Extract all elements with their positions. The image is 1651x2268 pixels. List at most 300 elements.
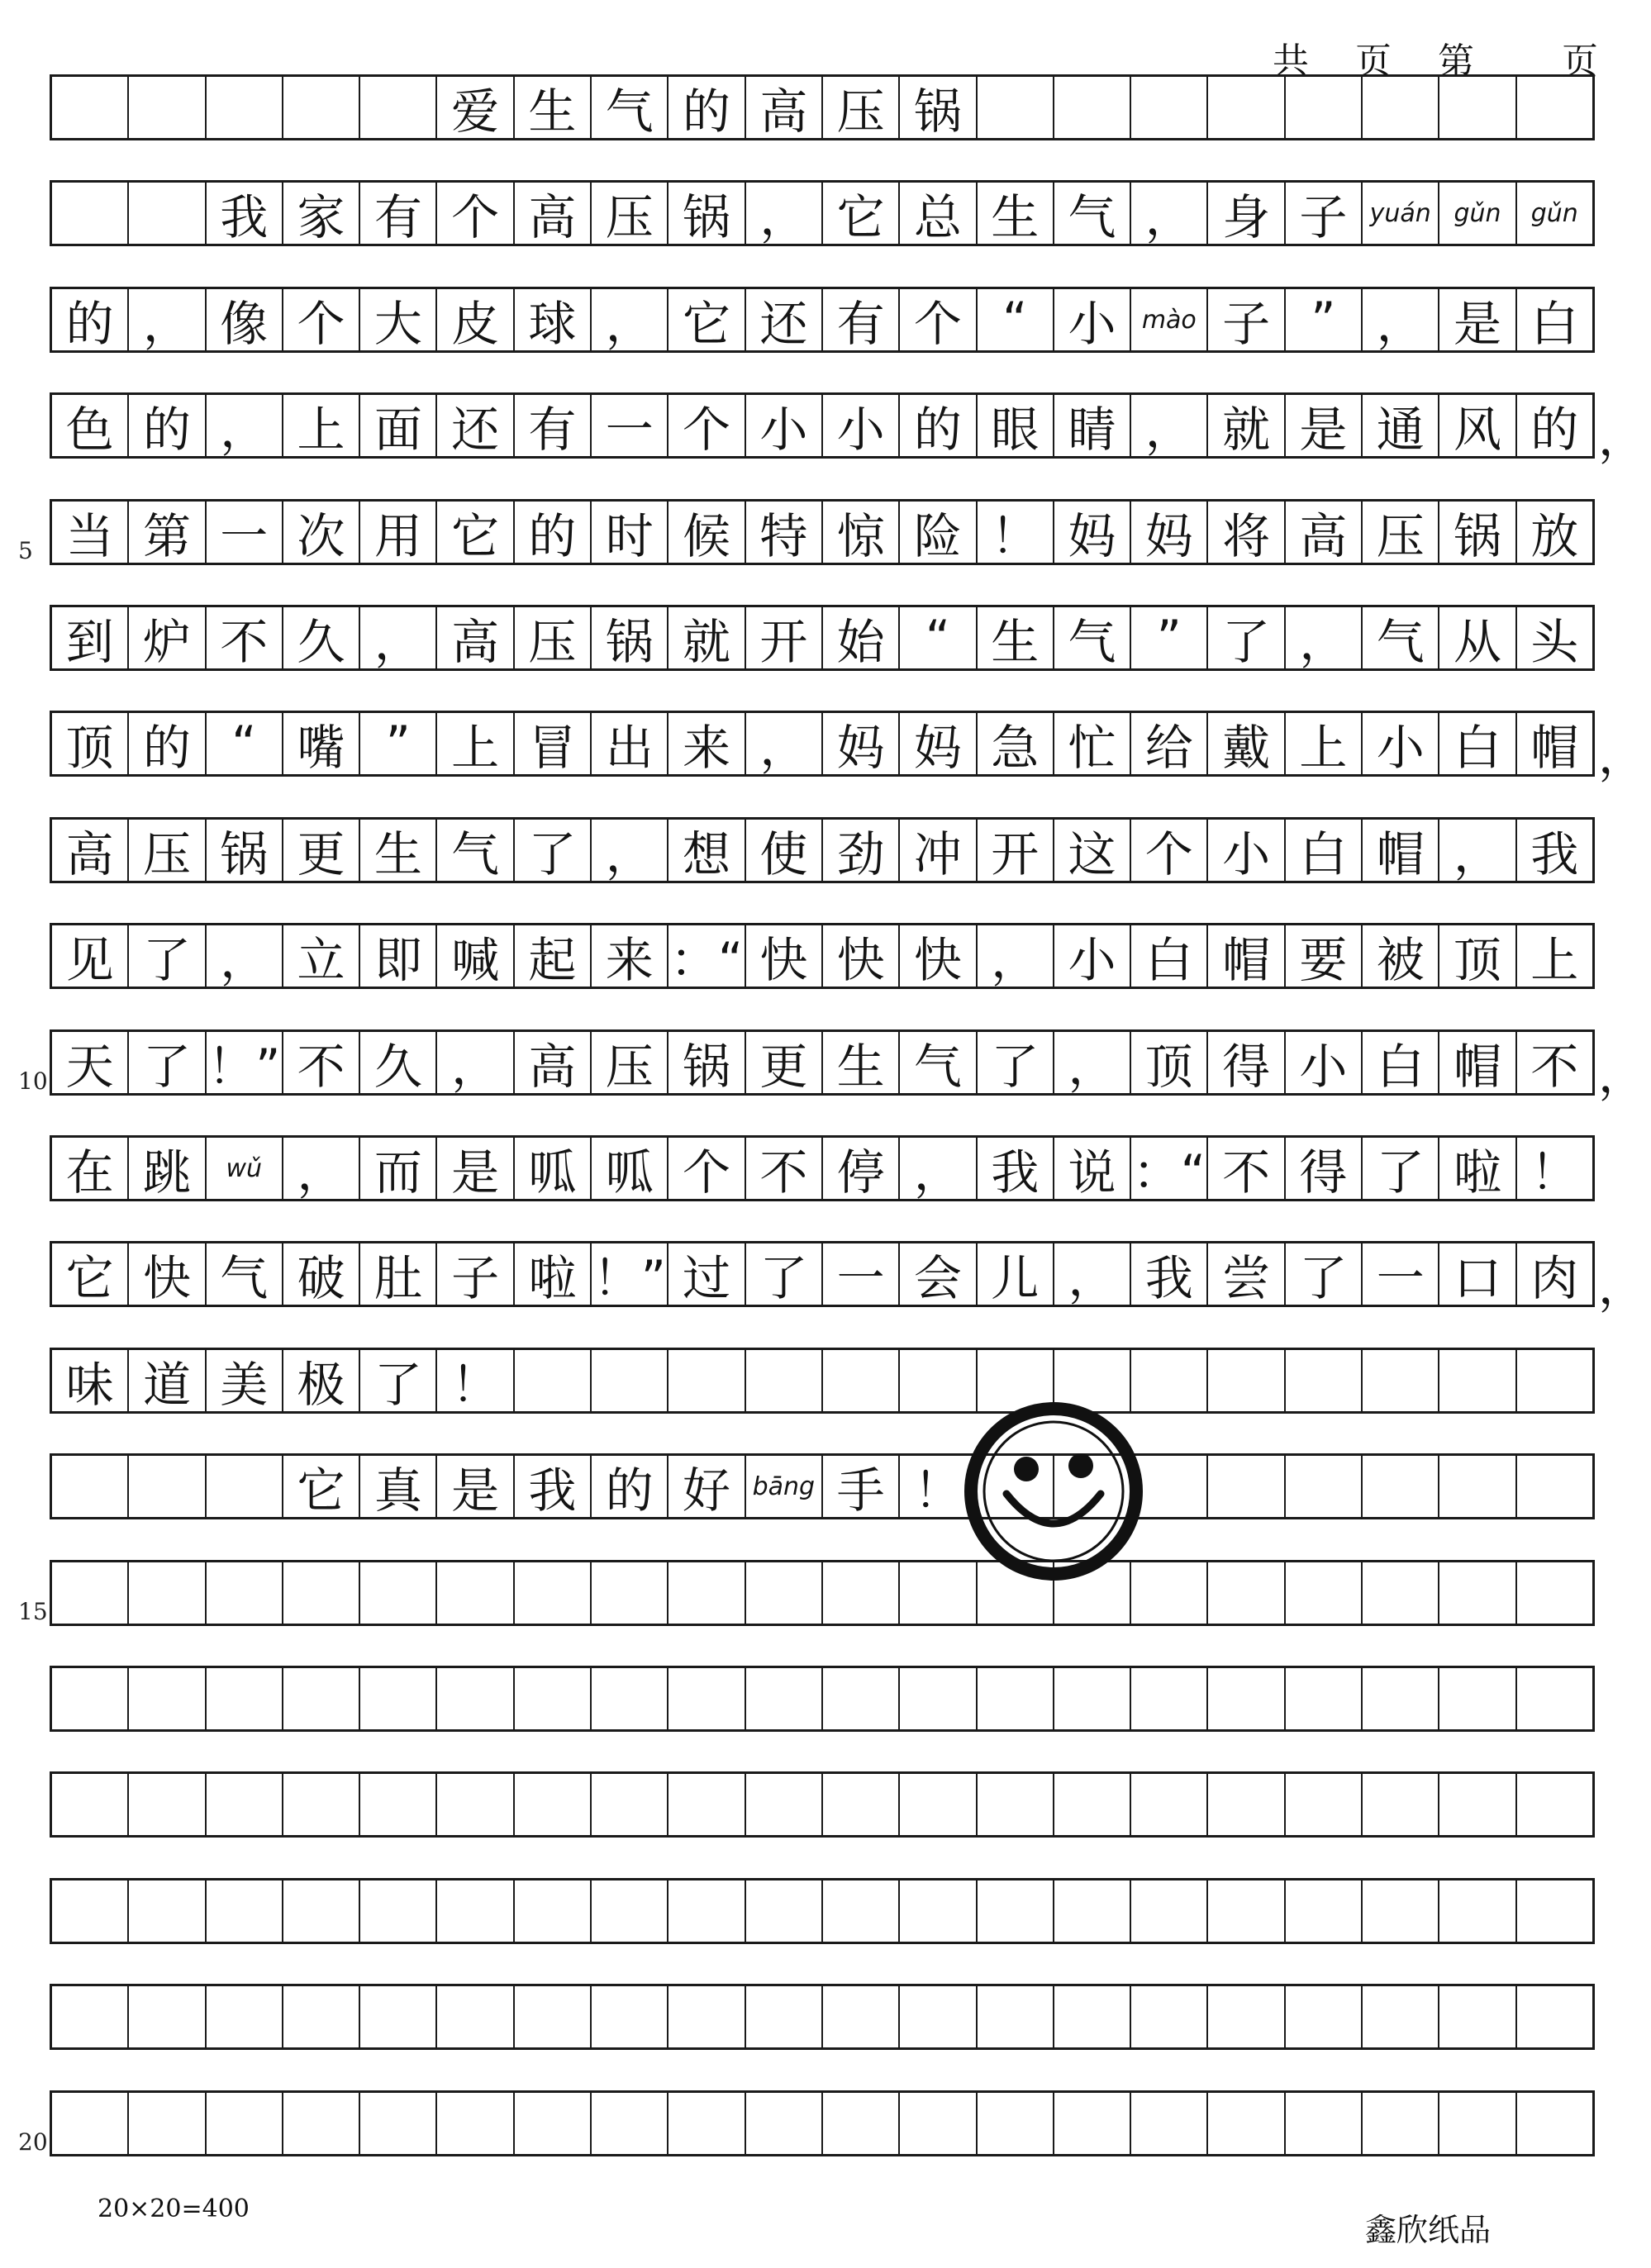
grid-cell: 锅 [207,820,283,881]
grid-cell: 即 [360,925,437,987]
grid-cell [592,1668,668,1729]
grid-cell [1286,1456,1363,1517]
grid-cell [1517,1880,1592,1942]
grid-cell: 一 [1363,1243,1439,1305]
grid-cell: 不 [1530,1039,1579,1093]
grid-cell: ， [1054,1243,1131,1305]
grid-cell [437,2093,514,2154]
grid-cell [823,1774,900,1835]
grid-row [50,923,1595,989]
grid-cell [1131,1668,1208,1729]
grid-cell [823,1350,900,1411]
grid-cell [1517,1986,1592,2047]
grid-cell [129,1562,206,1624]
grid-row [50,74,1595,140]
grid-cell [592,1350,668,1411]
grid-cell: 味 [52,1350,129,1411]
grid-cell [978,77,1054,138]
grid-cell: 要 [1286,925,1363,987]
grid-cell: 险 [900,502,977,563]
grid-cell [207,1774,283,1835]
grid-row [50,499,1595,565]
grid-row [50,1771,1595,1838]
grid-cell: 的 [52,289,129,350]
grid-cell: 口 [1439,1243,1516,1305]
grid-cell: 来 [668,713,745,774]
grid-cell: 小 [1208,820,1285,881]
grid-cell [1517,1774,1592,1835]
grid-cell: 白 [1131,925,1208,987]
grid-cell: bāng [746,1456,823,1517]
grid-cell: 惊 [823,502,900,563]
grid-cell [52,1774,129,1835]
grid-cell [1208,1774,1285,1835]
grid-cell: 锅 [900,77,977,138]
grid-cell: 锅 [592,607,668,668]
grid-cell: 的 [668,77,745,138]
grid-cell: 停 [823,1138,900,1199]
grid-cell: 了 [1363,1138,1439,1199]
smiley-stamp-icon [959,1396,1149,1586]
grid-cell: 到 [52,607,129,668]
grid-cell [978,2093,1054,2154]
grid-cell: 气 [207,1243,283,1305]
grid-cell: 嘴 [283,713,360,774]
grid-cell: 上 [1286,713,1363,774]
grid-cell [1286,1668,1363,1729]
grid-cell: 在 [52,1138,129,1199]
grid-cell: 气 [1363,607,1439,668]
grid-cell: 的 [129,713,206,774]
grid-cell [1131,77,1208,138]
grid-cell [746,1350,823,1411]
grid-cell: “ [978,289,1054,350]
grid-cell: 劲 [823,820,900,881]
grid-cell: ， [283,1138,360,1199]
grid-cell: 是 [437,1138,514,1199]
grid-cell: 气 [437,820,514,881]
grid-cell: 就 [668,607,745,668]
grid-cell: 出 [592,713,668,774]
grid-cell [437,1880,514,1942]
grid-cell: wǔ [207,1138,283,1199]
grid-cell [360,77,437,138]
grid-cell: 睛 [1054,395,1131,456]
grid-cell: 尝 [1208,1243,1285,1305]
grid-cell: 个 [437,183,514,244]
grid-cell [746,1562,823,1624]
grid-row [50,817,1595,883]
grid-cell: ， [360,607,437,668]
grid-cell [900,1880,977,1942]
grid-cell [283,1880,360,1942]
grid-cell: 就 [1208,395,1285,456]
grid-cell: gǔn [1530,198,1578,228]
grid-cell [1208,1350,1285,1411]
grid-cell [129,1986,206,2047]
grid-cell [1363,1456,1439,1517]
grid-cell: ， [900,1138,977,1199]
grid-cell: 不 [746,1138,823,1199]
grid-cell: 了 [1286,1243,1363,1305]
grid-cell [283,77,360,138]
grid-cell [515,1668,592,1729]
grid-cell: 的 [515,502,592,563]
grid-cell [129,1880,206,1942]
grid-row [50,605,1595,671]
grid-cell: 压 [823,77,900,138]
grid-cell [283,2093,360,2154]
grid-cell: 急 [978,713,1054,774]
grid-cell [746,1880,823,1942]
grid-cell: 色 [52,395,129,456]
grid-cell [1363,1774,1439,1835]
grid-cell [746,1774,823,1835]
grid-cell [207,77,283,138]
grid-cell [746,1986,823,2047]
grid-cell: 戴 [1208,713,1285,774]
line-number: 15 [18,1598,48,1625]
grid-cell: ！ [437,1350,514,1411]
grid-cell [668,1350,745,1411]
grid-cell [1286,1986,1363,2047]
grid-cell [207,1456,283,1517]
grid-cell: 一 [207,502,283,563]
grid-cell: 天 [52,1032,129,1093]
grid-cell: 顶 [1439,925,1516,987]
grid-cell [283,1774,360,1835]
grid-cell: 高 [515,183,592,244]
grid-cell: 压 [129,820,206,881]
grid-cell: 久 [360,1032,437,1093]
margin-punctuation: ， [1597,1047,1646,1103]
grid-cell: ， [129,289,206,350]
grid-cell: 不 [283,1032,360,1093]
line-number: 20 [18,2128,48,2156]
grid-cell: 说 [1054,1138,1131,1199]
grid-cell [52,1456,129,1517]
grid-cell: 快 [823,925,900,987]
grid-cell: 生 [515,77,592,138]
grid-cell: 我 [1131,1243,1208,1305]
line-number: 10 [18,1067,48,1095]
grid-cell [1054,2093,1131,2154]
grid-cell [207,1986,283,2047]
grid-cell [515,2093,592,2154]
grid-cell: 它 [52,1243,129,1305]
grid-cell: 小 [823,395,900,456]
grid-cell: ， [437,1032,514,1093]
grid-cell: 压 [515,607,592,668]
grid-cell: 破 [283,1243,360,1305]
grid-cell: ！” [592,1243,668,1305]
grid-cell [1517,2093,1592,2154]
grid-cell: 立 [283,925,360,987]
grid-cell [1208,2093,1285,2154]
grid-cell: 的 [900,395,977,456]
grid-cell: “ [207,713,283,774]
grid-cell [52,183,129,244]
grid-cell [823,1668,900,1729]
grid-cell: 美 [207,1350,283,1411]
grid-cell: ， [207,925,283,987]
grid-cell [207,1880,283,1942]
grid-cell: 球 [515,289,592,350]
grid-cell: ” [1286,289,1363,350]
grid-cell: 快 [900,925,977,987]
grid-cell: 喊 [437,925,514,987]
grid-cell: 有 [515,395,592,456]
grid-cell [1517,1456,1592,1517]
grid-cell: 气 [592,77,668,138]
grid-cell: 我 [978,1138,1054,1199]
grid-cell [592,1562,668,1624]
grid-cell [1054,77,1131,138]
grid-cell [129,183,206,244]
grid-cell: 白 [1363,1032,1439,1093]
grid-cell [283,1986,360,2047]
grid-cell: 头 [1530,614,1579,668]
grid-cell: 得 [1286,1138,1363,1199]
grid-cell: 小 [746,395,823,456]
grid-cell: 的 [1530,402,1579,456]
grid-cell [1439,1986,1516,2047]
grid-cell [900,2093,977,2154]
grid-row [50,711,1595,777]
grid-cell: 快 [129,1243,206,1305]
margin-punctuation: ， [1597,728,1646,784]
grid-cell: 大 [360,289,437,350]
grid-cell: ！” [207,1032,283,1093]
grid-row [50,2090,1595,2156]
grid-row [50,1029,1595,1096]
grid-cell [1208,1562,1285,1624]
grid-cell: 儿 [978,1243,1054,1305]
grid-cell [129,77,206,138]
grid-cell: 有 [360,183,437,244]
grid-cell: 气 [1054,183,1131,244]
grid-row [50,1453,1595,1519]
grid-cell [360,1668,437,1729]
grid-cell [823,1986,900,2047]
grid-cell: 个 [1131,820,1208,881]
grid-cell: 被 [1363,925,1439,987]
line-number: 5 [18,537,33,564]
grid-cell [1439,1456,1516,1517]
grid-cell: 过 [668,1243,745,1305]
grid-cell: ” [360,713,437,774]
grid-cell: 妈 [900,713,977,774]
grid-cell: ， [746,183,823,244]
grid-cell: 眼 [978,395,1054,456]
grid-cell: 真 [360,1456,437,1517]
grid-cell: 的 [592,1456,668,1517]
grid-cell: 手 [823,1456,900,1517]
grid-cell: gǔn [1439,183,1516,244]
grid-cell: 起 [515,925,592,987]
grid-row [50,1241,1595,1307]
grid-cell: 我 [515,1456,592,1517]
grid-cell: ：“ [1131,1138,1208,1199]
grid-cell: 气 [1054,607,1131,668]
grid-cell [746,1668,823,1729]
grid-cell: 它 [668,289,745,350]
grid-cell: 个 [283,289,360,350]
grid-cell: 忙 [1054,713,1131,774]
grid-cell: 啦 [515,1243,592,1305]
grid-cell: 想 [668,820,745,881]
grid-cell [1286,1562,1363,1624]
grid-cell: 使 [746,820,823,881]
grid-cell: ， [592,289,668,350]
grid-cell [978,1986,1054,2047]
grid-cell: 气 [900,1032,977,1093]
grid-cell: 高 [437,607,514,668]
grid-cell [515,1880,592,1942]
grid-cell [592,1986,668,2047]
grid-cell [1439,77,1516,138]
grid-cell: 顶 [1131,1032,1208,1093]
grid-cell: 啦 [1439,1138,1516,1199]
grid-cell: 个 [668,1138,745,1199]
grid-cell: 帽 [1439,1032,1516,1093]
grid-cell [592,1880,668,1942]
grid-cell [1363,1668,1439,1729]
grid-cell [1517,1668,1592,1729]
grid-cell: 不 [207,607,283,668]
grid-cell [52,77,129,138]
header-page-label: 页 [1355,40,1392,83]
grid-cell [515,1986,592,2047]
grid-cell: 极 [283,1350,360,1411]
grid-cell [1363,1350,1439,1411]
grid-size-label: 20×20=400 [98,2194,250,2223]
grid-cell: 用 [360,502,437,563]
grid-cell: 会 [900,1243,977,1305]
grid-cell [900,1668,977,1729]
grid-row [50,392,1595,459]
grid-cell: 白 [1530,296,1579,350]
grid-cell: ！ [978,502,1054,563]
grid-cell [823,1880,900,1942]
grid-cell: 压 [592,183,668,244]
grid-cell [283,1668,360,1729]
grid-cell: 我 [207,183,283,244]
grid-cell: 是 [437,1456,514,1517]
grid-cell [52,1668,129,1729]
grid-cell: 子 [1208,289,1285,350]
grid-cell [900,1986,977,2047]
header-page-label-2: 页 [1562,40,1598,83]
grid-cell: 而 [360,1138,437,1199]
grid-cell [1439,1668,1516,1729]
grid-cell [978,1774,1054,1835]
grid-cell [823,1562,900,1624]
grid-cell [823,2093,900,2154]
grid-cell: ” [1131,607,1208,668]
grid-cell [1054,1880,1131,1942]
grid-cell: 压 [592,1032,668,1093]
grid-cell [52,2093,129,2154]
grid-cell: 个 [900,289,977,350]
grid-cell: 一 [592,395,668,456]
grid-cell [668,1668,745,1729]
grid-cell [746,2093,823,2154]
grid-cell [1363,1880,1439,1942]
grid-row [50,1135,1595,1201]
grid-cell: 小 [1054,925,1131,987]
grid-cell [360,2093,437,2154]
grid-cell: 了 [1208,607,1285,668]
grid-cell: 了 [360,1350,437,1411]
grid-cell: 生 [978,607,1054,668]
margin-punctuation: ， [1597,410,1646,466]
grid-cell: 呱 [592,1138,668,1199]
grid-cell: 将 [1208,502,1285,563]
grid-cell: 是 [1439,289,1516,350]
grid-cell [1286,77,1363,138]
grid-cell: 更 [283,820,360,881]
grid-cell [1131,1774,1208,1835]
grid-cell: 个 [668,395,745,456]
grid-cell [1363,77,1439,138]
grid-cell: 生 [823,1032,900,1093]
grid-cell: 锅 [1439,502,1516,563]
grid-cell: ， [1054,1032,1131,1093]
grid-cell: ， [1439,820,1516,881]
grid-cell [1439,1880,1516,1942]
grid-cell [1363,2093,1439,2154]
grid-cell: 了 [515,820,592,881]
grid-cell: 肚 [360,1243,437,1305]
grid-cell: ， [592,820,668,881]
grid-cell: 给 [1131,713,1208,774]
grid-cell: 快 [746,925,823,987]
grid-cell [1439,1350,1516,1411]
grid-cell [592,2093,668,2154]
grid-cell: 爱 [437,77,514,138]
grid-cell: 还 [746,289,823,350]
grid-cell: ， [978,925,1054,987]
grid-cell: 高 [515,1032,592,1093]
grid-cell [1286,1350,1363,1411]
grid-row [50,180,1595,246]
grid-cell: 家 [283,183,360,244]
grid-cell: 上 [283,395,360,456]
grid-row [50,1348,1595,1414]
grid-cell: 见 [52,925,129,987]
grid-cell [207,1668,283,1729]
grid-cell: 开 [746,607,823,668]
grid-cell [437,1668,514,1729]
grid-cell [515,1562,592,1624]
grid-cell: 生 [360,820,437,881]
grid-cell: 从 [1439,607,1516,668]
grid-cell: 面 [360,395,437,456]
grid-cell [437,1562,514,1624]
brand-label: 鑫欣纸品 [1365,2212,1492,2248]
grid-cell: 始 [823,607,900,668]
grid-cell: “ [900,607,977,668]
grid-cell: 白 [1439,713,1516,774]
grid-cell [978,1880,1054,1942]
grid-row [50,1984,1595,2050]
grid-cell: 第 [129,502,206,563]
grid-cell: 小 [1286,1032,1363,1093]
grid-cell: 了 [129,925,206,987]
grid-cell [668,1880,745,1942]
grid-cell: 皮 [437,289,514,350]
